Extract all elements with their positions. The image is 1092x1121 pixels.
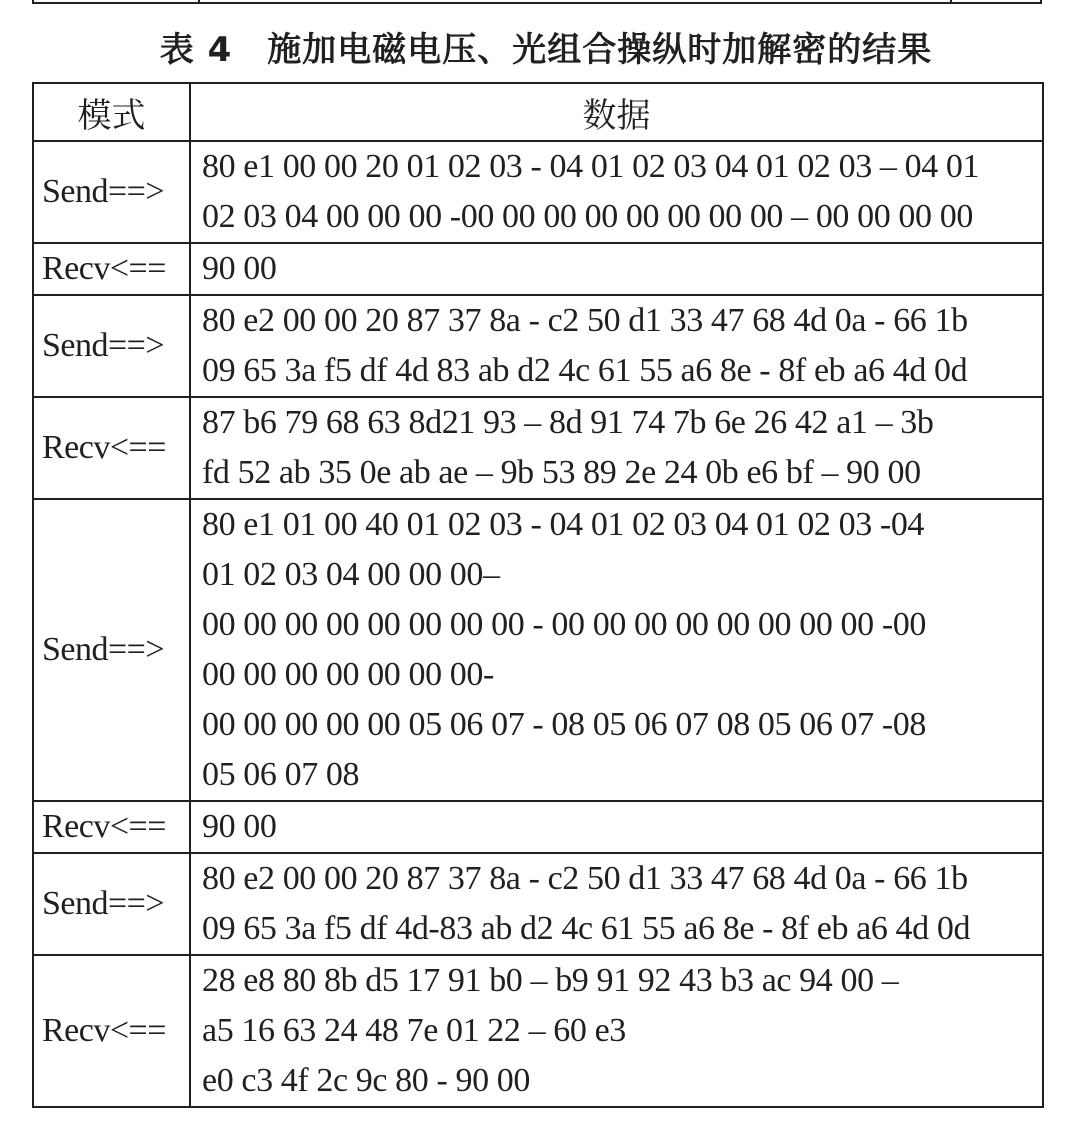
table-row bbox=[33, 295, 1043, 397]
data-line: 09 65 3a f5 df 4d 83 ab d2 4c 61 55 a6 8e - 8f eb a6 4d 0d bbox=[202, 352, 968, 389]
data-line: 05 06 07 08 bbox=[202, 756, 360, 793]
data-line: 00 00 00 00 00 00 00- bbox=[202, 656, 494, 693]
data-line: fd 52 ab 35 0e ab ae – 9b 53 89 2e 24 0b e6 bf – 90 00 bbox=[202, 454, 921, 491]
mode-cell: Send==> bbox=[33, 853, 190, 955]
data-cell bbox=[190, 141, 1043, 243]
header-mode: 模式 bbox=[33, 83, 190, 141]
mode-cell: Send==> bbox=[33, 295, 190, 397]
mode-cell: Send==> bbox=[33, 141, 190, 243]
data-line: 80 e2 00 00 20 87 37 8a - c2 50 d1 33 47 68 4d 0a - 66 1b bbox=[202, 302, 968, 339]
mode-cell: Recv<== bbox=[33, 397, 190, 499]
table-row bbox=[33, 499, 1043, 801]
data-line: 80 e1 01 00 40 01 02 03 - 04 01 02 03 04 01 02 03 -04 bbox=[202, 506, 925, 543]
data-cell bbox=[190, 397, 1043, 499]
mode-cell: Recv<== bbox=[33, 955, 190, 1107]
data-line: 80 e2 00 00 20 87 37 8a - c2 50 d1 33 47 68 4d 0a - 66 1b bbox=[202, 860, 968, 897]
mode-cell: Send==> bbox=[33, 499, 190, 801]
data-cell bbox=[190, 295, 1043, 397]
mode-cell: Recv<== bbox=[33, 243, 190, 295]
table-row bbox=[33, 141, 1043, 243]
data-cell bbox=[190, 243, 1043, 295]
data-line: 01 02 03 04 00 00 00– bbox=[202, 556, 500, 593]
previous-table-bottom-border bbox=[32, 0, 1042, 4]
table-row bbox=[33, 955, 1043, 1107]
data-line: 28 e8 80 8b d5 17 91 b0 – b9 91 92 43 b3 ac 94 00 – bbox=[202, 962, 899, 999]
border-tick bbox=[950, 0, 952, 2]
table-row bbox=[33, 853, 1043, 955]
table-row bbox=[33, 397, 1043, 499]
table-row bbox=[33, 243, 1043, 295]
data-line: a5 16 63 24 48 7e 01 22 – 60 e3 bbox=[202, 1012, 626, 1049]
header-data: 数据 bbox=[190, 83, 1043, 141]
data-cell bbox=[190, 801, 1043, 853]
data-line: 00 00 00 00 00 05 06 07 - 08 05 06 07 08 05 06 07 -08 bbox=[202, 706, 926, 743]
mode-cell: Recv<== bbox=[33, 801, 190, 853]
data-line: e0 c3 4f 2c 9c 80 - 90 00 bbox=[202, 1062, 531, 1099]
data-line: 09 65 3a f5 df 4d-83 ab d2 4c 61 55 a6 8e - 8f eb a6 4d 0d bbox=[202, 910, 971, 947]
border-tick bbox=[1040, 0, 1042, 2]
data-cell bbox=[190, 853, 1043, 955]
data-line: 90 00 bbox=[202, 808, 277, 845]
results-table bbox=[32, 82, 1044, 1108]
data-line: 80 e1 00 00 20 01 02 03 - 04 01 02 03 04 01 02 03 – 04 01 bbox=[202, 148, 980, 185]
border-tick bbox=[198, 0, 200, 2]
data-cell bbox=[190, 955, 1043, 1107]
data-line: 00 00 00 00 00 00 00 00 - 00 00 00 00 00 00 00 00 -00 bbox=[202, 606, 926, 643]
data-cell bbox=[190, 499, 1043, 801]
data-line: 90 00 bbox=[202, 250, 277, 287]
data-line: 87 b6 79 68 63 8d21 93 – 8d 91 74 7b 6e 26 42 a1 – 3b bbox=[202, 404, 934, 441]
table-body bbox=[33, 141, 1043, 1107]
table-header-row bbox=[33, 83, 1043, 141]
table-row bbox=[33, 801, 1043, 853]
table-caption: 表 4 施加电磁电压、光组合操纵时加解密的结果 bbox=[159, 30, 933, 70]
border-tick bbox=[32, 0, 34, 2]
data-line: 02 03 04 00 00 00 -00 00 00 00 00 00 00 00 – 00 00 00 00 bbox=[202, 198, 973, 235]
